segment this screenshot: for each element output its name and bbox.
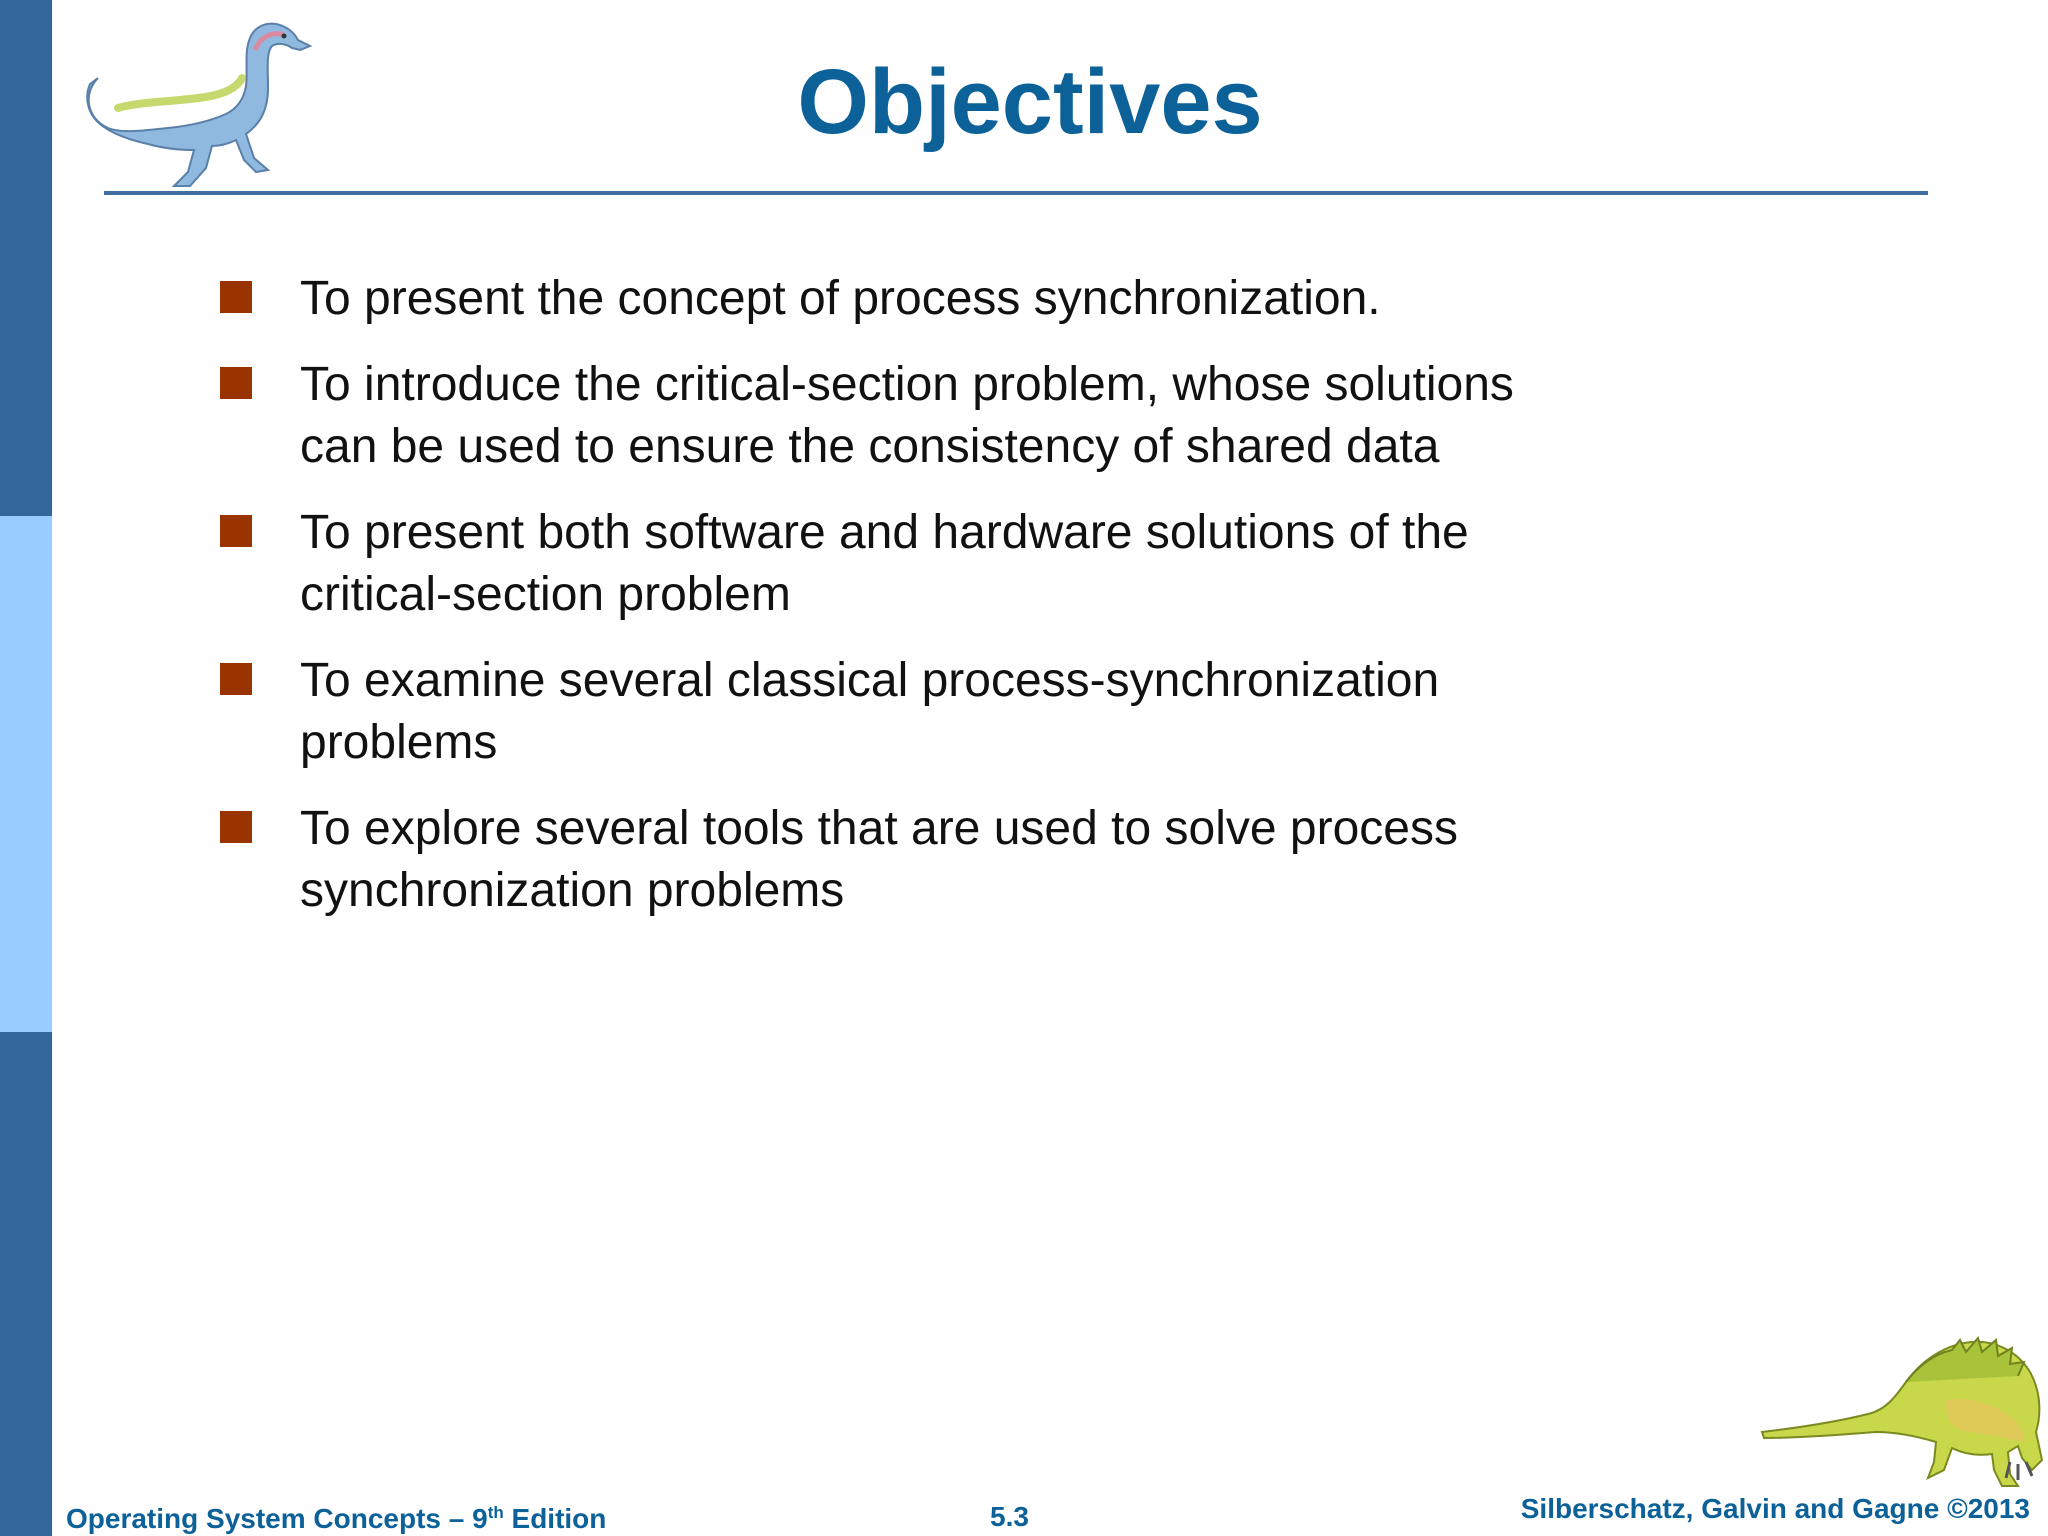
sidebar-stripe [0, 0, 52, 1536]
objective-line: can be used to ensure the consistency of shared data [300, 420, 1440, 473]
objective-line: problems [300, 716, 498, 769]
objective-line: To explore several tools that are used to solve process [300, 802, 1458, 855]
square-bullet-icon [220, 281, 252, 313]
title-divider [104, 191, 1928, 195]
footer-book-prefix: Operating System Concepts – 9 [66, 1503, 488, 1534]
objective-line: To present the concept of process synchronization. [300, 272, 1381, 325]
footer-page-number: 5.3 [990, 1501, 1029, 1532]
footer-copyright: Silberschatz, Galvin and Gagne ©2013 [1520, 1493, 2030, 1524]
dinosaur-logo-top [78, 18, 314, 188]
objective-item [220, 798, 1780, 922]
footer-book-sup: th [487, 1503, 504, 1522]
square-bullet-icon [220, 367, 252, 399]
footer-book-suffix: Edition [503, 1503, 607, 1534]
square-bullet-icon [220, 663, 252, 695]
objective-item [220, 354, 1780, 478]
footer-book-title [66, 1502, 606, 1536]
square-bullet-icon [220, 811, 252, 843]
objective-line: synchronization problems [300, 864, 845, 917]
objective-line: To present both software and hardware solutions of the [300, 506, 1469, 559]
objective-line: To examine several classical process-synchronization [300, 654, 1440, 707]
dinosaur-logo-bottom [1756, 1330, 2046, 1490]
objective-item [220, 650, 1780, 774]
sidebar-stripe-top [0, 0, 52, 516]
objective-item [220, 268, 1780, 330]
objective-line: critical-section problem [300, 568, 791, 621]
sidebar-stripe-bottom [0, 1032, 52, 1536]
objective-item [220, 502, 1780, 626]
sidebar-stripe-middle [0, 516, 52, 1032]
slide-title: Objectives [797, 51, 1263, 153]
objectives-list [220, 268, 1780, 946]
square-bullet-icon [220, 515, 252, 547]
objective-line: To introduce the critical-section problem, whose solutions [300, 358, 1514, 411]
